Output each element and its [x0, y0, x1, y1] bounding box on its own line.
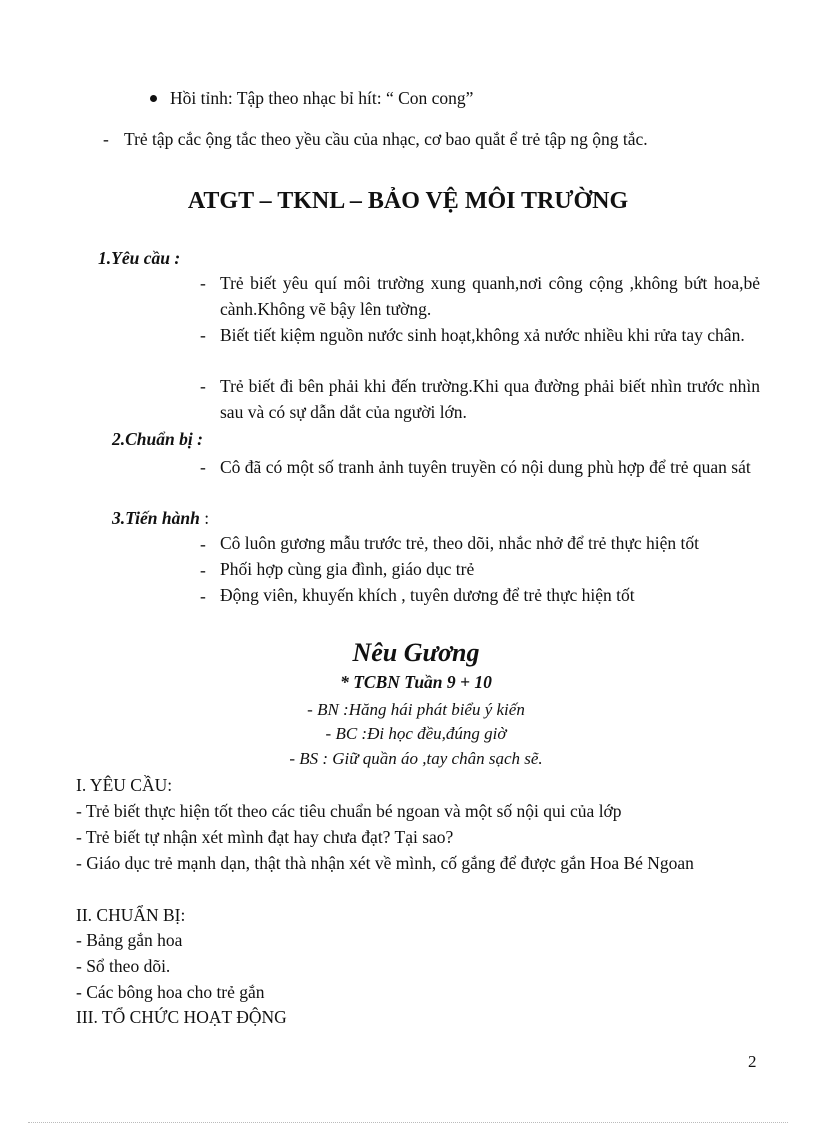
part3-heading: III. TỔ CHỨC HOẠT ĐỘNG: [76, 1007, 287, 1027]
neu-guong-line: - BS : Giữ quần áo ,tay chân sạch sẽ.: [289, 749, 543, 768]
dash-marker: -: [200, 560, 206, 580]
yeu-cau-colon: :: [174, 248, 181, 268]
part1-heading: I. YÊU CẦU:: [76, 775, 173, 795]
chuan-bi-label: 2.Chuẩn bị: [112, 429, 193, 449]
dash-marker: -: [200, 376, 206, 396]
dash-marker: -: [200, 586, 206, 606]
tien-hanh-item: Động viên, khuyến khích , tuyên dương để trẻ thực hiện tốt: [220, 585, 635, 605]
yeu-cau-item: Biết tiết kiệm nguồn nước sinh hoạt,không xả nước nhiều khi rửa tay chân.: [220, 325, 745, 345]
tien-hanh-heading: [112, 507, 209, 529]
part2-line: - Sổ theo dõi.: [76, 956, 171, 976]
yeu-cau-item: Trẻ biết yêu quí môi trường xung quanh,nơi công cộng ,không bứt hoa,bẻ cành.Không vẽ bậy lên tường.: [220, 273, 760, 319]
chuan-bi-heading: [112, 428, 203, 450]
intro-dash-text: Trẻ tập cắc ộng tắc theo yều cầu của nhạc, cơ bao quắt ể trẻ tập ng ộng tắc.: [124, 129, 648, 149]
part1-line: - Giáo dục trẻ mạnh dạn, thật thà nhận xét về mình, cố gắng để được gắn Hoa Bé Ngoan: [76, 853, 694, 873]
yeu-cau-label: 1.Yêu cầu: [98, 248, 170, 268]
yeu-cau-item: Trẻ biết đi bên phải khi đến trường.Khi qua đường phải biết nhìn trước nhìn sau và có sự dẫn dắt của người lớn.: [220, 376, 760, 422]
dash-marker: -: [200, 534, 206, 554]
dash-marker: -: [200, 457, 206, 477]
tien-hanh-item: Cô luôn gương mẫu trước trẻ, theo dõi, nhắc nhở để trẻ thực hiện tốt: [220, 533, 700, 553]
neu-guong-line: - BC :Đi học đều,đúng giờ: [325, 724, 507, 743]
neu-guong-subtitle: * TCBN Tuần 9 + 10: [340, 672, 492, 692]
part2-line: - Các bông hoa cho trẻ gắn: [76, 982, 265, 1002]
dash-marker: -: [103, 129, 109, 149]
bullet-dot: [150, 95, 157, 102]
neu-guong-title: Nêu Gương: [352, 638, 480, 667]
chuan-bi-item: Cô đã có một số tranh ảnh tuyên truyền có nội dung phù hợp để trẻ quan sát: [220, 457, 751, 477]
part2-heading: II. CHUẨN BỊ:: [76, 905, 186, 925]
dash-marker: -: [200, 273, 206, 293]
part1-line: - Trẻ biết tự nhận xét mình đạt hay chưa đạt? Tại sao?: [76, 827, 454, 847]
dash-marker: -: [200, 325, 206, 345]
section-title: ATGT – TKNL – BẢO VỆ MÔI TRƯỜNG: [187, 188, 629, 214]
neu-guong-line: - BN :Hăng hái phát biểu ý kiến: [307, 700, 525, 719]
page-number: 2: [748, 1052, 757, 1071]
chuan-bi-colon: :: [197, 429, 203, 449]
yeu-cau-heading: [98, 247, 180, 269]
intro-bullet-text: Hồi tỉnh: Tập theo nhạc bỉ hít: “ Con cong”: [170, 88, 474, 108]
part2-line: - Bảng gắn hoa: [76, 930, 183, 950]
tien-hanh-item: Phối hợp cùng gia đình, giáo dục trẻ: [220, 559, 475, 579]
part1-line: - Trẻ biết thực hiện tốt theo các tiêu chuẩn bé ngoan và một số nội qui của lớp: [76, 801, 622, 821]
tien-hanh-colon: :: [204, 508, 210, 528]
tien-hanh-label: 3.Tiến hành: [112, 508, 200, 528]
